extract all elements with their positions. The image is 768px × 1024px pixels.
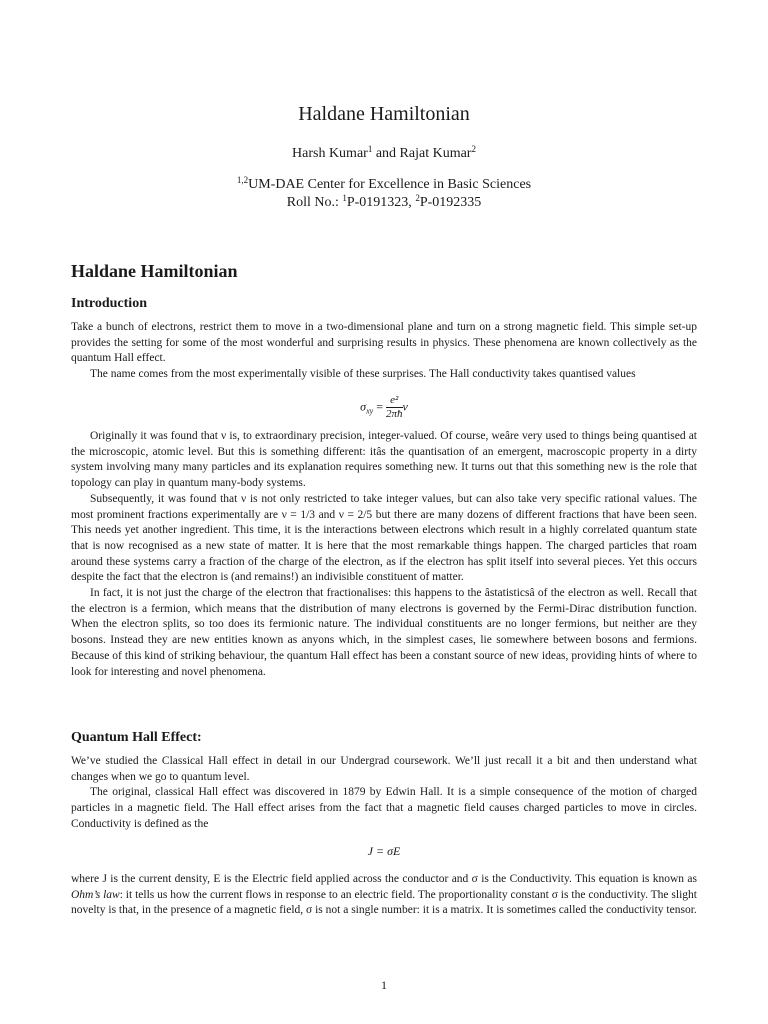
hall-conductivity-equation bbox=[71, 394, 697, 421]
eq1-fraction bbox=[386, 394, 403, 421]
author-1: Harsh Kumar bbox=[292, 146, 368, 161]
author-1-superscript: 1 bbox=[367, 144, 373, 154]
quantum-hall-heading: Quantum Hall Effect: bbox=[71, 730, 202, 745]
intro-paragraph-1: Take a bunch of electrons, restrict them to move in a two-dimensional plane and turn on a strong magnetic field. This simple set-up provides the setting for some of the most wonderful and surprising results in physics. These phenomena are known collectively as the quantum Hall effect. bbox=[71, 321, 697, 365]
eq1-equals: = bbox=[373, 399, 386, 414]
ohms-law-equation: J = σE bbox=[367, 844, 401, 858]
affiliation-text: UM-DAE Center for Excellence in Basic Sciences bbox=[248, 177, 532, 192]
introduction-heading: Introduction bbox=[71, 296, 147, 311]
intro-paragraph-5: In fact, it is not just the charge of the electron that fractionalises: this happens to the âstatisticsâ of the electron as well. Recall that the electron is a fermion, which means that the distribution of many electrons is governed by the Fermi-Dirac distribution function. When the electron splits, so too does its fermionic nature. The individual constituents are no longer fermions, but neither are they bosons. Instead they are new entities known as anyons which, in the simplest cases, lie somewhere between bosons and fermions. Because of this kind of striking behaviour, the quantum Hall effect has been a constant source of new ideas, providing hints of where to look for interesting and novel phenomena. bbox=[71, 587, 697, 678]
eq1-lhs-subscript: xy bbox=[366, 406, 374, 416]
author-conjunction: and bbox=[372, 146, 400, 161]
roll-number-line bbox=[0, 194, 768, 212]
eq1-numerator: e² bbox=[386, 394, 403, 408]
intro-paragraph-2: The name comes from the most experimentally visible of these surprises. The Hall conductivity takes quantised values bbox=[90, 368, 636, 381]
paper-title: Haldane Hamiltonian bbox=[298, 103, 470, 125]
eq1-nu: ν bbox=[402, 399, 408, 414]
qhe-paragraph-1: We’ve studied the Classical Hall effect in detail in our Undergrad coursework. We’ll just recall it a bit and then understand what changes when we go to quantum level. bbox=[71, 755, 697, 783]
eq1-lhs: σ bbox=[360, 399, 367, 414]
affiliation-line bbox=[0, 176, 768, 194]
intro-text-part-1 bbox=[71, 320, 697, 383]
page-number: 1 bbox=[381, 978, 387, 992]
author-2-superscript: 2 bbox=[471, 144, 476, 154]
roll-2-superscript: 2 bbox=[415, 193, 420, 203]
roll-1: P-0191323, bbox=[346, 195, 416, 210]
qhe-paragraph-3-b: : it tells us how the current flows in response to an electric field. The proportionality constant σ is the conductivity. The slight novelty is that, in the presence of a magnetic field, σ is not a single number: it is a matrix. It is sometimes called the conductivity tensor. bbox=[71, 888, 697, 917]
roll-2: P-0192335 bbox=[419, 195, 482, 210]
eq1-denominator: 2πħ bbox=[385, 408, 403, 420]
roll-1-superscript: 1 bbox=[342, 193, 347, 203]
section-title: Haldane Hamiltonian bbox=[71, 261, 238, 281]
qhe-text-part-1 bbox=[71, 754, 697, 833]
affiliation-superscript: 1,2 bbox=[236, 175, 249, 185]
roll-prefix: Roll No.: bbox=[286, 195, 343, 210]
intro-paragraph-3: Originally it was found that ν is, to extraordinary precision, integer-valued. Of course, weâre very used to things being quantised at the microscopic, atomic level. But this is something different: itâs the quantisation of an emergent, macroscopic property in a dirty system involving many many particles and its explanation requires something new. It turns out that this something new is the role that topology can play in quantum many-body systems. bbox=[71, 430, 697, 490]
qhe-text-part-2 bbox=[71, 872, 697, 919]
author-2: Rajat Kumar bbox=[399, 146, 472, 161]
qhe-paragraph-2: The original, classical Hall effect was discovered in 1879 by Edwin Hall. It is a simple consequence of the motion of charged particles in a magnetic field. The Hall effect arises from the fact that a magnetic field causes charged particles to move in circles. Conductivity is defined as the bbox=[71, 786, 697, 830]
ohms-law-term: Ohm’s law bbox=[71, 888, 120, 901]
affiliation-block bbox=[0, 176, 768, 212]
intro-text-part-2 bbox=[71, 429, 697, 680]
intro-paragraph-4: Subsequently, it was found that ν is not only restricted to take integer values, but can also take very specific rational values. The most prominent fractions experimentally are ν = 1/3 and ν = 2/5 but there are many dozens of different fractions that have been seen. This needs yet another ingredient. This time, it is the interactions between electrons which result in a highly correlated quantum state that is now recognised as a new state of matter. It is here that the most remarkable things happen. The charged particles that roam around these systems carry a fraction of the charge of the electron, as if the electron has split itself into several pieces. Yet this occurs despite the fact that the electron is (and remains!) an indivisible constituent of matter. bbox=[71, 492, 697, 584]
author-line bbox=[0, 145, 768, 163]
qhe-paragraph-3-a: where J is the current density, E is the Electric field applied across the conductor and σ is the Conductivity. This equation is known as bbox=[71, 873, 697, 885]
qhe-paragraph-3 bbox=[71, 872, 697, 919]
